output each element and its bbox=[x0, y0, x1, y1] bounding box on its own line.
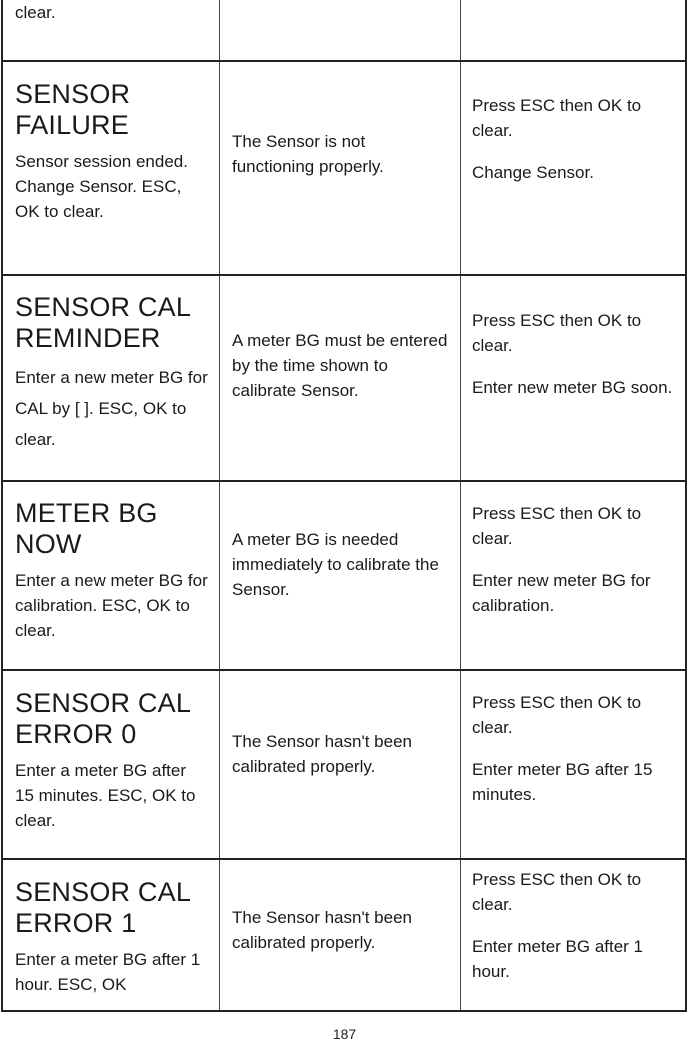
alert-title: SENSOR CAL ERROR 1 bbox=[15, 877, 191, 938]
table-row bbox=[3, 62, 685, 276]
alert-cell bbox=[3, 860, 219, 1010]
alert-message: Enter a new meter BG for CAL by [ ]. ESC, OK to clear. bbox=[15, 368, 208, 449]
alert-cell bbox=[3, 671, 219, 858]
table-row bbox=[3, 860, 685, 1010]
action-step: Change Sensor. bbox=[472, 163, 594, 182]
action-step: Enter meter BG after 1 hour. bbox=[472, 936, 644, 981]
alert-message: Enter a meter BG after 15 minutes. ESC, OK to clear. bbox=[15, 761, 196, 830]
alert-cell bbox=[3, 62, 219, 274]
action-cell bbox=[460, 482, 685, 669]
alert-cell bbox=[3, 0, 219, 60]
action-step: Enter meter BG after 15 minutes. bbox=[472, 760, 653, 804]
action-cell bbox=[460, 671, 685, 858]
alert-description: A meter BG is needed immediately to calibrate the Sensor. bbox=[232, 530, 439, 599]
alert-title: SENSOR FAILURE bbox=[15, 79, 131, 140]
action-step: Press ESC then OK to clear. bbox=[472, 693, 642, 737]
alert-description: The Sensor is not functioning properly. bbox=[232, 132, 384, 176]
action-step: Press ESC then OK to clear. bbox=[472, 869, 642, 914]
alerts-table bbox=[1, 0, 687, 1012]
table-row bbox=[3, 276, 685, 482]
action-step: Press ESC then OK to clear. bbox=[472, 311, 642, 355]
alert-title: SENSOR CAL ERROR 0 bbox=[15, 688, 191, 749]
alert-message: Enter a meter BG after 1 hour. ESC, OK bbox=[15, 950, 201, 994]
action-cell bbox=[460, 276, 685, 480]
page-number: 187 bbox=[332, 1026, 357, 1042]
action-cell bbox=[460, 0, 685, 60]
action-cell bbox=[460, 860, 685, 1010]
alert-description: The Sensor hasn't been calibrated properly. bbox=[232, 908, 412, 952]
action-step: Enter new meter BG for calibration. bbox=[472, 571, 651, 615]
alert-description: A meter BG must be entered by the time shown to calibrate Sensor. bbox=[232, 330, 448, 400]
table-row bbox=[3, 671, 685, 860]
table-row bbox=[3, 482, 685, 671]
action-step: Press ESC then OK to clear. bbox=[472, 504, 642, 548]
alert-message: Sensor session ended. Change Sensor. ESC, OK to clear. bbox=[15, 152, 188, 221]
action-cell bbox=[460, 62, 685, 274]
action-step: Press ESC then OK to clear. bbox=[472, 96, 642, 140]
description-cell bbox=[219, 0, 460, 60]
alert-cell bbox=[3, 482, 219, 669]
alert-description: The Sensor hasn't been calibrated properly. bbox=[232, 731, 412, 776]
alert-cell bbox=[3, 276, 219, 480]
alert-title: METER BG NOW bbox=[15, 498, 158, 559]
description-cell bbox=[219, 482, 460, 669]
description-cell bbox=[219, 62, 460, 274]
description-cell bbox=[219, 276, 460, 480]
alert-message: Enter a new meter BG for calibration. ESC, OK to clear. bbox=[15, 571, 208, 640]
description-cell bbox=[219, 671, 460, 858]
table-row bbox=[3, 0, 685, 62]
alert-title: SENSOR CAL REMINDER bbox=[15, 292, 191, 353]
description-cell bbox=[219, 860, 460, 1010]
action-step: Enter new meter BG soon. bbox=[472, 378, 673, 397]
alert-message: clear. bbox=[15, 3, 56, 22]
